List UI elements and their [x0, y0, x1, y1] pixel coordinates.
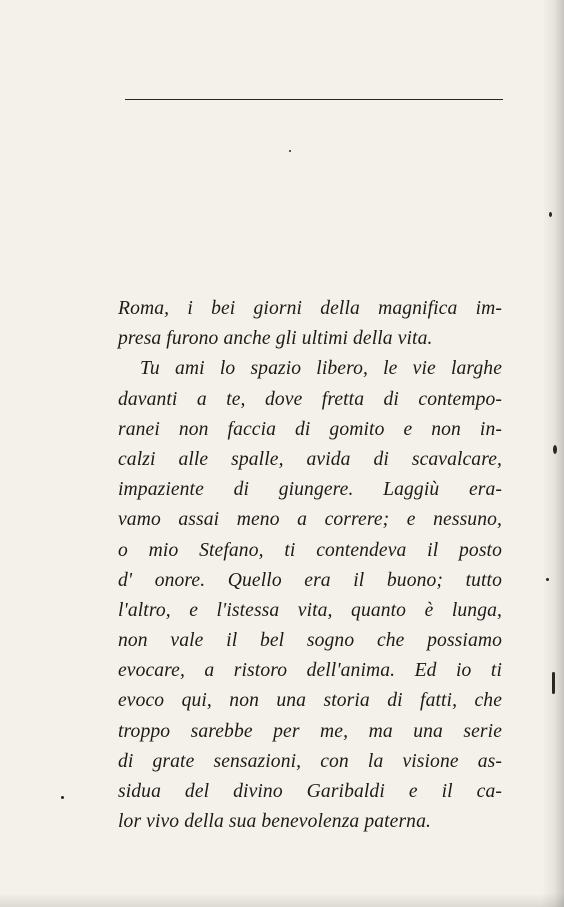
ink-speck	[289, 150, 291, 152]
ink-speck	[546, 578, 549, 581]
ink-speck	[61, 796, 64, 799]
text-line: Tu ami lo spazio libero, le vie larghe	[140, 358, 502, 380]
page-bottom-shadow	[0, 893, 564, 907]
ink-speck	[553, 445, 557, 454]
ink-speck	[552, 672, 555, 694]
text-line: sidua del divino Garibaldi e il ca-	[118, 781, 502, 802]
body-text	[118, 294, 502, 837]
text-line: di grate sensazioni, con la visione as-	[118, 750, 502, 772]
header-rule	[125, 99, 503, 100]
text-line: o mio Stefano, ti contendeva il posto	[118, 539, 502, 561]
text-line: lor vivo della sua benevolenza paterna.	[118, 811, 431, 833]
text-line: ranei non faccia di gomito e non in-	[118, 418, 502, 440]
text-line: troppo sarebbe per me, ma una serie	[118, 720, 502, 742]
text-line: evoco qui, non una storia di fatti, che	[118, 690, 502, 712]
text-line: l'altro, e l'istessa vita, quanto è lunga,	[118, 599, 502, 621]
text-line: vamo assai meno a correre; e nessuno,	[118, 509, 502, 531]
ink-speck	[549, 212, 552, 217]
text-line: davanti a te, dove fretta di contempo-	[118, 388, 502, 410]
page-edge-shadow	[542, 0, 564, 907]
text-line: evocare, a ristoro dell'anima. Ed io ti	[118, 660, 502, 682]
text-line: impaziente di giungere. Laggiù era-	[118, 479, 502, 501]
text-line: presa furono anche gli ultimi della vita.	[118, 328, 433, 350]
text-line: d' onore. Quello era il buono; tutto	[118, 569, 502, 591]
text-line: calzi alle spalle, avida di scavalcare,	[118, 448, 502, 470]
text-line: Roma, i bei giorni della magnifica im-	[118, 298, 502, 319]
text-line: non vale il bel sogno che possiamo	[118, 630, 502, 652]
